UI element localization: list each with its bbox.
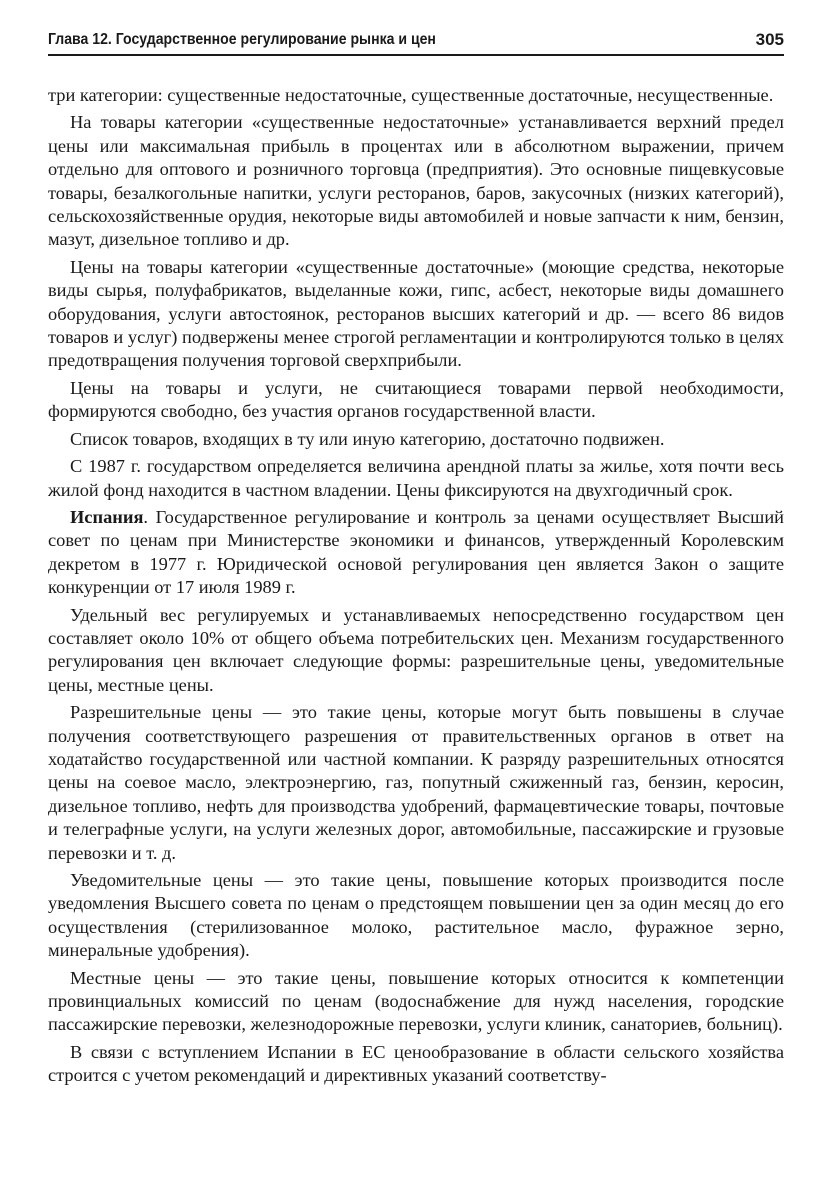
paragraph: Местные цены — это такие цены, повышение которых относится к компетенции провинциальных комиссий по ценам (водоснабжение для нужд населения, городские пассажирские перевозки, железнодорожные перевозки, услуги клиник, санаториев, больниц). <box>48 967 784 1035</box>
country-heading: Испания <box>70 506 144 527</box>
paragraph: Цены на товары категории «существенные достаточные» (моющие средства, некоторые виды сырья, полуфабрикатов, выделанные кожи, гипс, асбест, некоторые виды домашнего оборудования, услуги автостоянок, ресторанов высших категорий и др. — всего 86 видов товаров и услуг) подвержены менее строгой регламентации и контролируются только в целях предотвращения получения торговой сверхприбыли. <box>48 256 784 371</box>
paragraph-spain <box>48 506 784 600</box>
paragraph: три категории: существенные недостаточные, существенные достаточные, несущественные. <box>48 85 774 105</box>
paragraph: В связи с вступлением Испании в ЕС ценообразование в области сельского хозяйства строится с учетом рекомендаций и директивных указаний соответству- <box>48 1041 784 1086</box>
page-number: 305 <box>755 30 784 49</box>
paragraph: На товары категории «существенные недостаточные» устанавливается верхний предел цены или максимальная прибыль в процентах или в абсолютном выражении, причем отдельно для оптового и розничного торговца (предприятия). Это основные пищевкусовые товары, безалкогольные напитки, услуги ресторанов, баров, закусочных (низких категорий), сельскохозяйственные орудия, некоторые виды автомобилей и новые запчасти к ним, бензин, мазут, дизельное топливо и др. <box>48 112 784 250</box>
paragraph: Уведомительные цены — это такие цены, повышение которых производится после уведомления Высшего совета по ценам о предстоящем повышении цен за один месяц до его осуществления (стерилизованное молоко, растительное масло, фуражное зерно, минеральные удобрения). <box>48 870 784 961</box>
body-text <box>48 84 784 1092</box>
paragraph-text: . Государственное регулирование и контроль за ценами осуществляет Высший совет по ценам при Министерстве экономики и финансов, утвержденный Королевским декретом в 1977 г. Юридической основой регулирования цен является Закон о защите конкуренции от 17 июля 1989 г. <box>48 506 784 598</box>
paragraph: Цены на товары и услуги, не считающиеся товарами первой необходимости, формируются свободно, без участия органов государственной власти. <box>48 377 784 422</box>
chapter-title: Глава 12. Государственное регулирование рынка и цен <box>48 31 436 48</box>
paragraph: Разрешительные цены — это такие цены, которые могут быть повышены в случае получения соответствующего разрешения от правительственных органов в ответ на ходатайство государственной или частной компании. К разряду разрешительных относятся цены на соевое масло, электроэнергию, газ, попутный сжиженный газ, бензин, керосин, дизельное топливо, нефть для производства удобрений, фармацевтические товары, почтовые и телеграфные услуги, на услуги железных дорог, автомобильные, пассажирские и грузовые перевозки и т. д. <box>48 702 784 863</box>
paragraph: Удельный вес регулируемых и устанавливаемых непосредственно государством цен составляет около 10% от общего объема потребительских цен. Механизм государственного регулирования цен включает следующие формы: разрешительные цены, уведомительные цены, местные цены. <box>48 604 784 695</box>
paragraph: С 1987 г. государством определяется величина арендной платы за жилье, хотя почти весь жилой фонд находится в частном владении. Цены фиксируются на двухгодичный срок. <box>48 456 784 500</box>
paragraph: Список товаров, входящих в ту или иную категорию, достаточно подвижен. <box>70 428 665 449</box>
running-header <box>48 28 784 56</box>
